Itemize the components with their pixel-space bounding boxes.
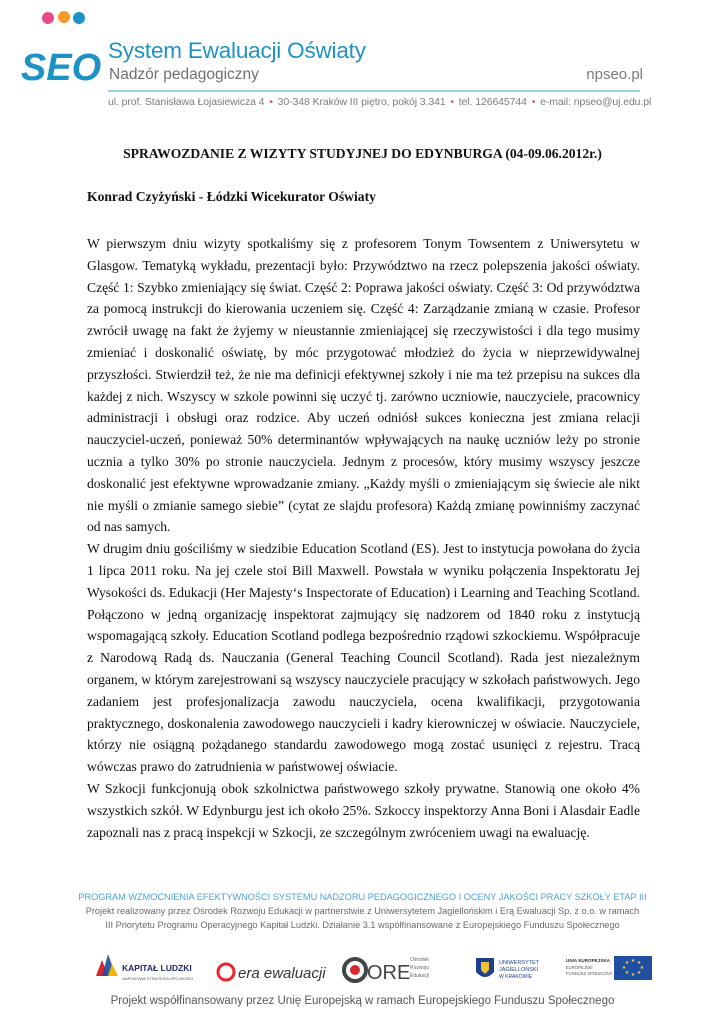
kapital-ludzki-logo [96, 950, 196, 992]
svg-text:★: ★ [624, 970, 630, 976]
ore-sub: Rozwoju [410, 965, 430, 971]
ore-mark: ORE [367, 962, 411, 984]
uj-name: JAGIELLOŃSKI [499, 967, 539, 973]
paragraph: W pierwszym dniu wizyty spotkaliśmy się z profesorem Tonym Towsentem z Uniwersytetu w Glasgow. Tematyką wykładu, prezentacji było: Przywództwo na rzecz polepszenia jakości oświaty. Część 1: Szybko zmieniający się świat. Część 2: Poprawa jakości oświaty. Część 3: Od przywództwa za pomocą instrukcji do kierowania uczeniem się. Część 4: Zarządzanie zmianą w czasie. Profesor zwrócił uwagę na fakt że żyjemy w nieustannie zmieniającej się rzeczywistości i dla tego musimy zmieniać i doskonalić oświatę, by móc przygotować młodzież do życia w nieprzewidywalnej przyszłości. Stwierdził też, że nie ma definicji efektywnej szkoły i nie ma też przepisu na sukces dla każdej z nich. Wszyscy w szkole powinni się uczyć tj. zarówno uczniowie, nauczyciele, pracownicy administracji i obsługi oraz rodzice. Aby uczeń odniósł sukces konieczna jest zmiana relacji nauczyciel-uczeń, ponieważ 50% determinantów wpływających na naukę uczniów leży po stronie ucznia a tylko 30% po stronie nauczyciela. Jednym z procesów, który musimy wszyscy jeszcze doskonalić jest efektywne wprowadzanie zmiany. „Każdy myśli o zmieniającym się świecie ale nikt nie myśli o zmianie samego siebie” (cytat ze slajdu profesora) Każdą zmianę powinniśmy zaczynać od nas samych. [87, 236, 640, 535]
svg-text:★: ★ [621, 965, 627, 971]
footer-program-info [60, 890, 665, 932]
svg-text:★: ★ [636, 970, 642, 976]
brand-website[interactable]: npseo.pl [586, 66, 643, 83]
contact-line [108, 96, 652, 108]
eu-name: UNIA EUROPEJSKA [566, 958, 610, 963]
eu-name: FUNDUSZ SPOŁECZNY [566, 971, 613, 976]
uj-name: UNIWERSYTET [499, 960, 540, 966]
footer-program: PROGRAM WZMOCNIENIA EFEKTYWNOŚCI SYSTEMU NADZORU PEDAGOGICZNEGO I OCENY JAKOŚCI PRACY SZKOŁY ETAP III [78, 892, 647, 902]
bullet-dot: • [531, 96, 536, 108]
svg-text:★: ★ [630, 958, 636, 964]
era-ewaluacji-logo [216, 950, 328, 992]
uj-name: W KRAKOWIE [499, 974, 533, 980]
svg-text:★: ★ [639, 965, 645, 971]
header-divider [108, 90, 640, 92]
eu-name: EUROPEJSKI [566, 965, 593, 970]
ore-sub: Edukacji [410, 973, 429, 979]
bullet-dot: • [269, 96, 273, 108]
paragraph: W drugim dniu gościliśmy w siedzibie Education Scotland (ES). Jest to instytucja powołana do życia 1 lipca 2011 roku. Na jej czele stoi Bill Maxwell. Powstała w wyniku połączenia Inspektoratu Jej Wysokości ds. Edukacji (Her Majesty‘s Inspectorate of Education) i Learning and Teaching Scotland. Połączono w jedną organizację inspektorat zajmujący się nadzorem od 1840 roku z instytucją wspomagającą szkoły. Education Scotland podlega bezpośrednio rządowi szkockiemu. Współpracuje z Narodową Radą ds. Nauczania (General Teaching Council Scotland). Rada jest niezależnym organem, w którym zarejestrowani są wszyscy nauczyciele pracujący w szkołach państwowych. Jego zadaniem jest profesjonalizacja zawodu nauczyciela, ocena kwalifikacji, przygotowania praktycznego, doskonalenia zawodowego nauczycieli i kadry kierowniczej w oświacie. Nauczyciele, którzy nie osiągną pożądanego standardu zawodowego mogą zostać usunięci z rejestru. Tracą wówczas prawo do zatrudnienia w państwowej oświacie. [87, 541, 640, 775]
eu-logo [566, 950, 656, 992]
ore-sub: Ośrodek [410, 957, 429, 963]
partner-logos [96, 950, 656, 992]
contact-location: 30-348 Kraków III piętro, pokój 3.341 [277, 96, 446, 108]
uj-logo [472, 950, 556, 992]
footer-project-line: III Priorytetu Programu Operacyjnego Kapitał Ludzki. Działanie 3.1 współfinansowane z Europejskiego Funduszu Społecznego [105, 920, 620, 930]
document-title: SPRAWOZDANIE Z WIZYTY STUDYJNEJ DO EDYNBURGA (04-09.06.2012r.) [123, 146, 602, 161]
contact-address: ul. prof. Stanisława Łojasiewicza 4 [108, 96, 265, 108]
svg-text:★: ★ [630, 972, 636, 978]
era-ewaluacji-name: era ewaluacji [238, 965, 326, 982]
svg-text:★: ★ [636, 960, 642, 966]
kapital-ludzki-sub: NARODOWA STRATEGIA SPÓJNOŚCI [122, 976, 194, 981]
document-content [87, 233, 640, 843]
brand-title: System Ewaluacji Oświaty [108, 38, 366, 63]
svg-text:★: ★ [624, 960, 630, 966]
footer-eu-funding: Projekt współfinansowany przez Unię Europejską w ramach Europejskiego Funduszu Społecznego [110, 995, 615, 1007]
ore-logo [341, 950, 441, 992]
paragraph: W Szkocji funkcjonują obok szkolnictwa państwowego szkoły prywatne. Stanowią one około 4% wszystkich szkół. W Edynburgu jest ich około 25%. Szkoccy inspektorzy Anna Boni i Alasdair Eadle zapoznali nas z pracą inspekcji w Szkocji, ze szczególnym zwróceniem uwagi na ewaluację. [87, 780, 640, 840]
footer-project-line: Projekt realizowany przez Ośrodek Rozwoju Edukacji w partnerstwie z Uniwersytetem Jagiellońskim i Erą Ewaluacji Sp. z o.o. w ramach [85, 906, 640, 916]
page-header [0, 0, 725, 118]
seo-logo-text: SEO [20, 47, 102, 89]
document-author: Konrad Czyżyński - Łódzki Wicekurator Oświaty [87, 189, 376, 204]
bullet-dot: • [450, 96, 454, 108]
brand-subtitle: Nadzór pedagogiczny [109, 66, 259, 83]
kapital-ludzki-name: KAPITAŁ LUDZKI [122, 963, 192, 973]
contact-email[interactable]: e-mail: npseo@uj.edu.pl [540, 96, 652, 108]
contact-phone: tel. 126645744 [458, 96, 527, 108]
seo-logo [20, 10, 102, 94]
